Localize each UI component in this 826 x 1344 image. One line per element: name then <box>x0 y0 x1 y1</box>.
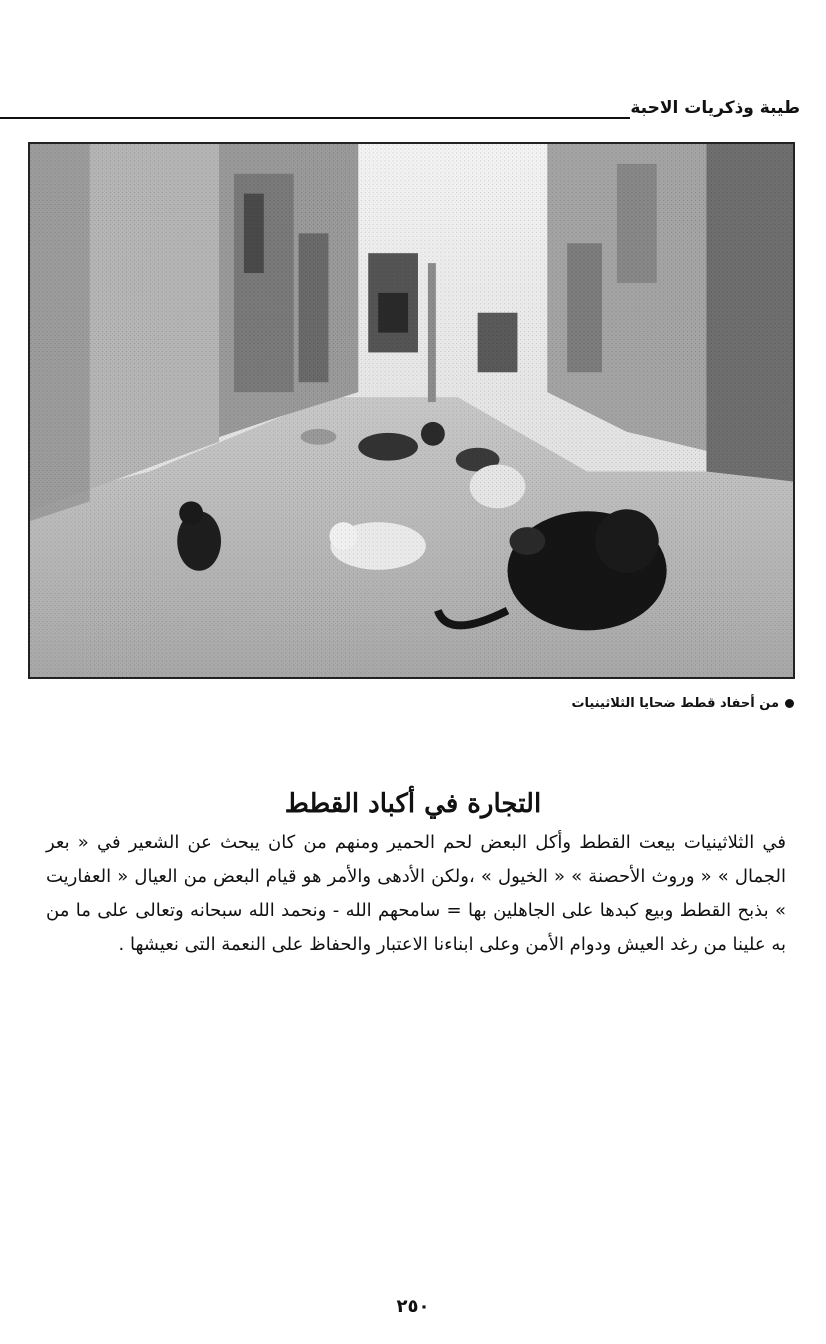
street-cats-photo <box>28 142 795 679</box>
photo-caption <box>571 696 794 711</box>
article-body <box>46 826 786 962</box>
header-rule <box>0 117 630 119</box>
running-title: طيبة وذكريات الاحبة <box>630 98 800 118</box>
section-heading: التجارة في أكباد القطط <box>284 789 542 819</box>
article-paragraph: في الثلاثينيات بيعت القطط وأكل البعض لحم الحمير ومنهم من كان يبحث عن الشعير في « بعر الجمال » « وروث الأحصنة » « الخيول » ،ولكن الأدهى والأمر هو قيام البعض من العيال « العفاريت » بذبح القطط وبيع كبدها على الجاهلين بها = سامحهم الله - ونحمد الله سبحانه وتعالى على ما من به علينا من رغد العيش ودوام الأمن وعلى ابناءنا الاعتبار والحفاظ على النعمة التى نعيشها . <box>46 832 786 955</box>
caption-text: من أحفاد قطط ضحايا الثلاثينيات <box>571 696 779 711</box>
page-number: ٢٥٠ <box>396 1296 430 1317</box>
page-header <box>0 96 800 126</box>
photo-illustration <box>30 144 793 677</box>
bullet-icon <box>785 699 794 708</box>
